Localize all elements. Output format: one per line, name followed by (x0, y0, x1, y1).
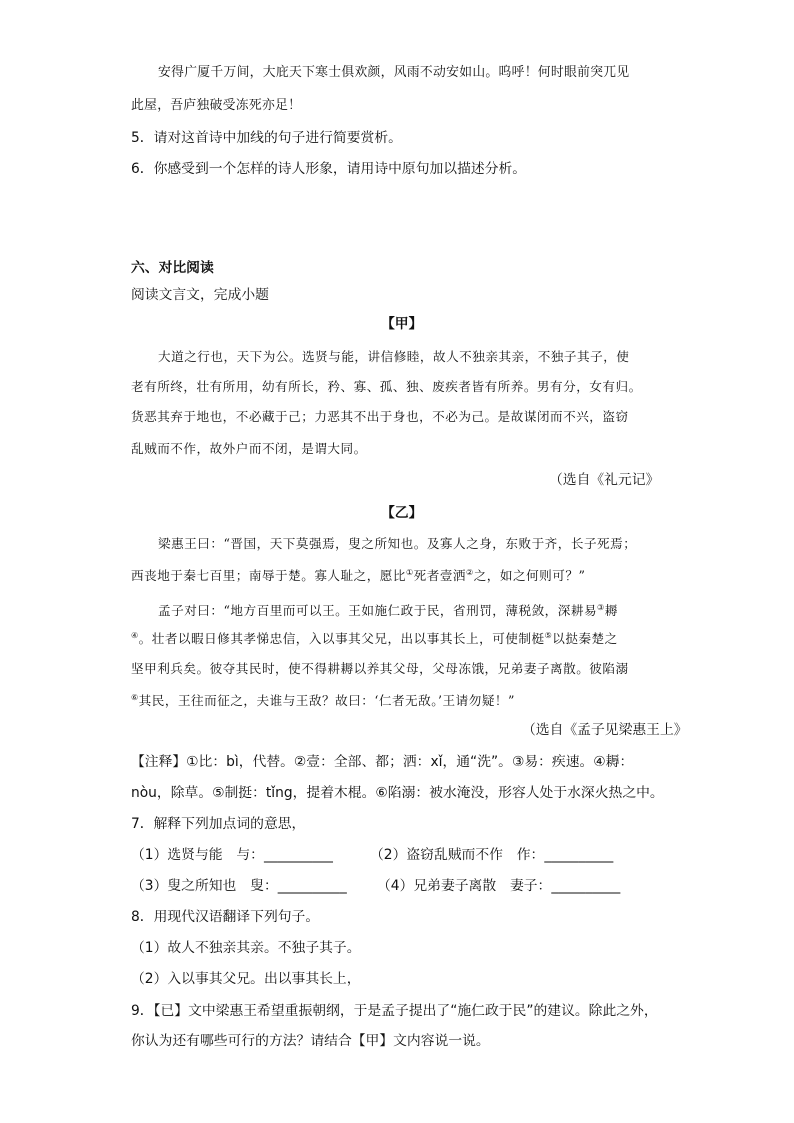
jia-title: 【甲】 (381, 316, 423, 332)
notes-line-1: 【注释】①比：bì，代替。②壹：全部、都；洒：xǐ，通“洗”。③易：疾速。④耨： (131, 754, 634, 770)
question-8-2: （2）入以事其父兄。出以事其长上， (131, 971, 361, 987)
yi-p1-line-1: 梁惠王曰：“晋国，天下莫强焉，叟之所知也。及寡人之身，东败于齐，长子死焉； (158, 536, 637, 551)
question-7-1: （1）选贤与能 与：__________ (131, 847, 333, 863)
yi-p2-line-1 (158, 604, 618, 618)
question-7-2: （2）盗窃乱贼而不作 作：__________ (370, 847, 614, 863)
yi-text: 耨 (604, 603, 618, 618)
question-8-1: （1）故人不独亲其亲。不独子其子。 (131, 940, 361, 956)
yi-text: 孟子对曰：“地方百里而可以王。王如施仁政于民，省刑罚，薄税敛，深耕易 (158, 603, 598, 618)
yi-p2-line-2 (131, 632, 618, 646)
note-mark-6: ⑥ (131, 693, 139, 702)
yi-text: 。壮者以暇日修其孝悌忠信，入以事其父兄，出以事其长上，可使制梃 (138, 631, 545, 646)
yi-p1-line-2 (131, 569, 585, 583)
question-7: 7．解释下列加点词的意思， (131, 816, 306, 832)
question-9-line-1: 9．【已】文中梁惠王希望重振朝纲，于是孟子提出了“施仁政于民”的建议。除此之外， (131, 1003, 658, 1019)
note-mark-3: ③ (597, 603, 605, 612)
notes-line-2: nòu，除草。⑤制挺：tǐng，提着木棍。⑥陷溺：被水淹没，形容人处于水深火热之中。 (131, 785, 664, 801)
question-7-4: （4）兄弟妻子离散 妻子：__________ (377, 878, 621, 894)
question-6: 6．你感受到一个怎样的诗人形象，请用诗中原句加以描述分析。 (131, 161, 527, 177)
note-mark-1: ① (405, 568, 414, 577)
jia-line-4: 乱贼而不作，故外户而不闭，是谓大同。 (131, 441, 367, 456)
yi-text: 以挞秦楚之 (552, 631, 618, 646)
section-instruction: 阅读文言文，完成小题 (131, 287, 269, 303)
yi-text: 死者壹洒 (413, 568, 467, 583)
question-9-line-2: 你认为还有哪些可行的方法？请结合【甲】文内容说一说。 (131, 1033, 490, 1049)
jia-line-2: 老有所终，壮有所用，幼有所长，矜、寡、孤、独、废疾者皆有所养。男有分，女有归。 (131, 379, 642, 394)
yi-p2-line-4 (131, 694, 515, 708)
yi-source: （选自《孟子见梁惠王上》 (522, 722, 688, 738)
question-8: 8．用现代汉语翻译下列句子。 (131, 909, 320, 925)
jia-line-3: 货恶其弃于地也，不必藏于己；力恶其不出于身也，不必为己。是故谋闭而不兴，盗窃 (131, 409, 629, 424)
section-title: 六、对比阅读 (131, 260, 214, 276)
note-mark-2: ② (466, 568, 474, 577)
jia-source: （选自《礼元记》 (549, 472, 660, 488)
note-mark-5: ⑤ (544, 631, 553, 640)
yi-text: 西丧地于秦七百里；南辱于楚。寡人耻之，愿比 (131, 568, 406, 583)
poem-line-1: 安得广厦千万间，大庇天下寒士俱欢颜，风雨不动安如山。呜呼！何时眼前突兀见 (158, 65, 630, 80)
question-5: 5．请对这首诗中加线的句子进行简要赏析。 (131, 130, 402, 146)
note-mark-4: ④ (131, 631, 139, 640)
yi-title: 【乙】 (381, 505, 423, 521)
jia-line-1: 大道之行也，天下为公。选贤与能，讲信修睦，故人不独亲其亲，不独子其子，使 (158, 349, 630, 364)
poem-line-2: 此屋，吾庐独破受冻死亦足！ (131, 98, 302, 113)
yi-text: 其民，王往而征之，夫谁与王敌？故曰：‘仁者无敌。’王请勿疑！” (138, 693, 515, 708)
yi-text: 之，如之何则可？” (473, 568, 586, 583)
question-7-3: （3）叟之所知也 叟：__________ (131, 878, 347, 894)
yi-p2-line-3: 坚甲利兵矣。彼夺其民时，使不得耕耨以养其父母，父母冻饿，兄弟妻子离散。彼陷溺 (131, 661, 629, 676)
